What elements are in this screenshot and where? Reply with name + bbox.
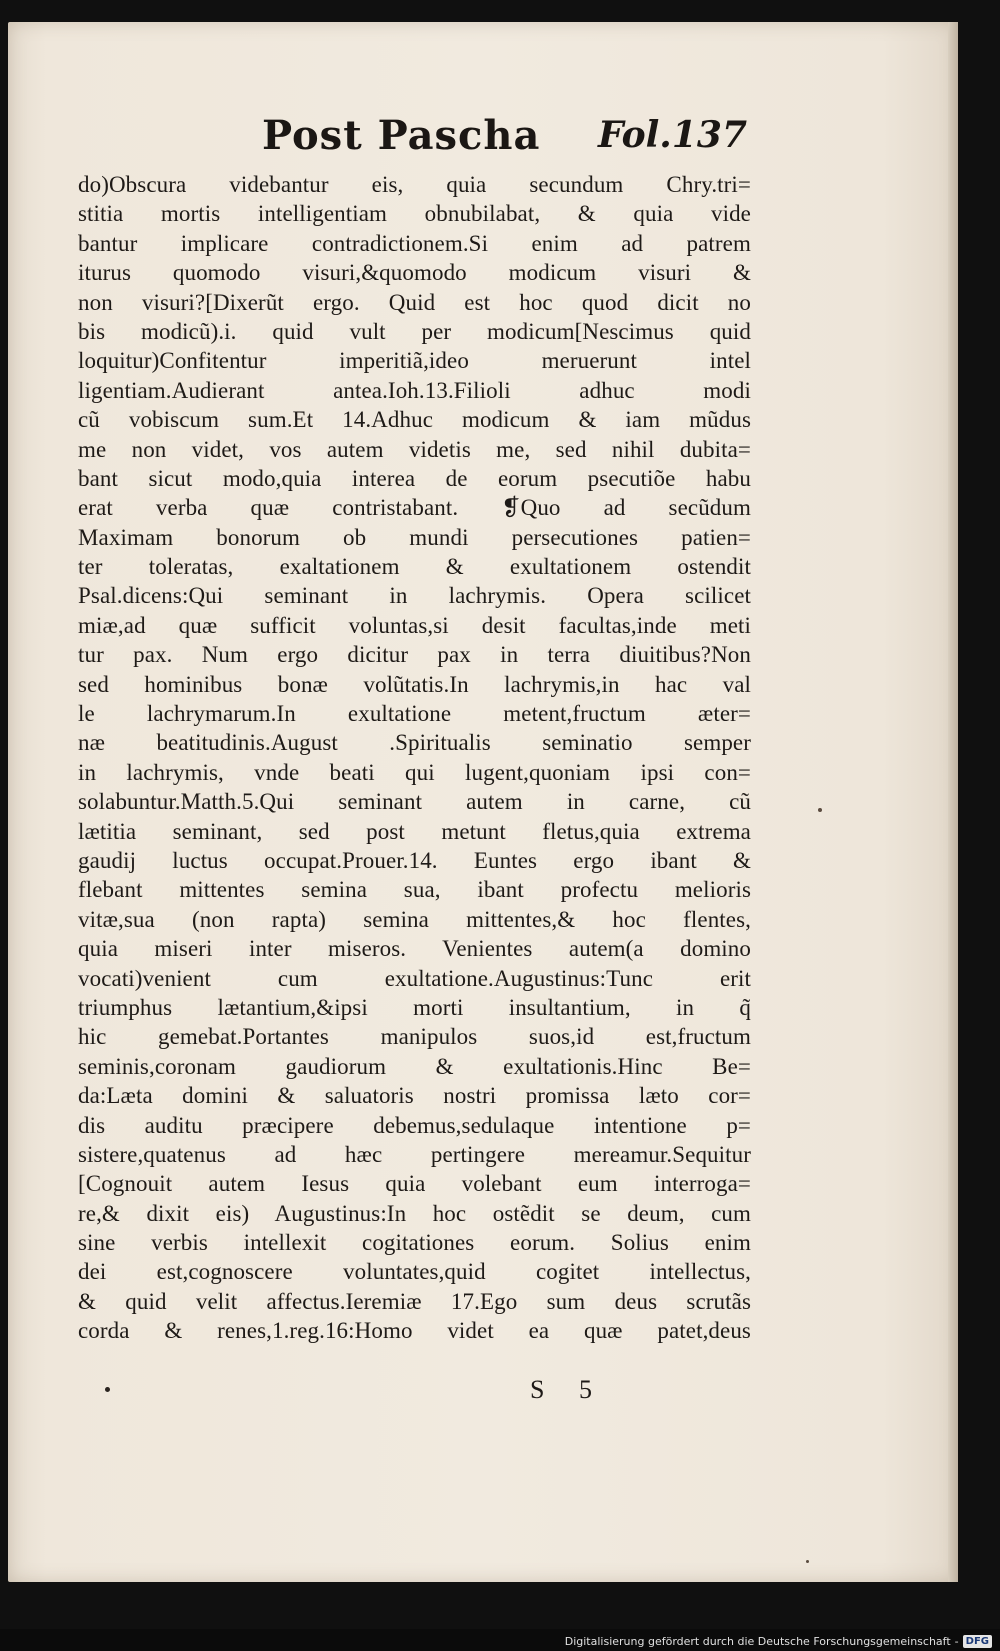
- text-line: stitia mortis intelligentiam obnubilabat, & quia vide: [78, 201, 751, 227]
- credit-text: Digitalisierung gefördert durch die Deutsche Forschungsgemeinschaft: [564, 1635, 951, 1648]
- text-line: non visuri?[Dixerũt ergo. Quid est hoc quod dicit no: [78, 289, 751, 315]
- text-line: iturus quomodo visuri,&quomodo modicum visuri &: [78, 260, 751, 286]
- text-line: sine verbis intellexit cogitationes eorum. Solius enim: [78, 1230, 751, 1256]
- text-line: flebant mittentes semina sua, ibant profectu melioris: [78, 877, 751, 903]
- text-line: loquitur)Confitentur imperitiã,ideo meruerunt intel: [78, 348, 751, 374]
- text-line: me non videt, vos autem videtis me, sed nihil dubita=: [78, 436, 751, 462]
- text-line: solabuntur.Matth.5.Qui seminant autem in carne, cũ: [78, 789, 751, 815]
- text-line: da:Læta domini & saluatoris nostri promissa læto cor=: [78, 1083, 751, 1109]
- text-line: sed hominibus bonæ volũtatis.In lachrymis,in hac val: [78, 671, 751, 697]
- text-line: dis auditu præcipere debemus,sedulaque intentione p=: [78, 1112, 751, 1138]
- folio-number: Fol.137: [598, 114, 747, 156]
- text-line: cũ vobiscum sum.Et 14.Adhuc modicum & iam mũdus: [78, 407, 751, 433]
- footer-bar: [0, 1629, 1000, 1651]
- text-line: le lachrymarum.In exultatione metent,fructum æter=: [78, 701, 751, 727]
- text-line: hic gemebat.Portantes manipulos suos,id est,fructum: [78, 1024, 751, 1050]
- text-line: dei est,cognoscere voluntates,quid cogitet intellectus,: [78, 1259, 751, 1285]
- text-line: seminis,coronam gaudiorum & exultationis.Hinc Be=: [78, 1053, 751, 1079]
- text-line: vocati)venient cum exultatione.Augustinus:Tunc erit: [78, 965, 751, 991]
- text-line: & quid velit affectus.Ieremiæ 17.Ego sum deus scrutãs: [78, 1288, 751, 1314]
- text-line: [Cognouit autem Iesus quia volebant eum interroga=: [78, 1171, 751, 1197]
- signature-mark: S 5: [530, 1375, 606, 1404]
- text-line: Psal.dicens:Qui seminant in lachrymis. Opera scilicet: [78, 583, 751, 609]
- speck: [818, 808, 822, 812]
- text-line: bis modicũ).i. quid vult per modicum[Nescimus quid: [78, 318, 751, 344]
- signature-row: [105, 1375, 705, 1415]
- text-line: erat verba quæ contristabant. ❡Quo ad secũdum: [78, 495, 751, 521]
- text-line: næ beatitudinis.August .Spiritualis seminatio semper: [78, 730, 751, 756]
- text-line: lætitia seminant, sed post metunt fletus,quia extrema: [78, 818, 751, 844]
- page-header: [262, 112, 747, 162]
- text-line: quia miseri inter miseros. Venientes autem(a domino: [78, 936, 751, 962]
- text-line: in lachrymis, vnde beati qui lugent,quoniam ipsi con=: [78, 759, 751, 785]
- text-line: ter toleratas, exaltationem & exultationem ostendit: [78, 554, 751, 580]
- text-line: ligentiam.Audierant antea.Ioh.13.Filioli adhuc modi: [78, 377, 751, 403]
- text-line: triumphus lætantium,&ipsi morti insultantium, in q̃: [78, 994, 751, 1020]
- text-line: vitæ,sua (non rapta) semina mittentes,& hoc flentes,: [78, 906, 751, 932]
- text-line: do)Obscura videbantur eis, quia secundum Chry.tri=: [78, 172, 751, 197]
- funding-credit: Digitalisierung gefördert durch die Deutsche Forschungsgemeinschaft - DFG: [565, 1635, 992, 1648]
- ink-dot: [105, 1387, 110, 1392]
- text-line: Maximam bonorum ob mundi persecutiones patien=: [78, 524, 751, 550]
- body-text: [78, 170, 751, 1346]
- text-line: tur pax. Num ergo dicitur pax in terra diuitibus?Non: [78, 642, 751, 668]
- speck: [806, 1560, 809, 1563]
- dfg-logo-icon: DFG: [963, 1635, 992, 1648]
- text-line: re,& dixit eis) Augustinus:In hoc ostẽdit se deum, cum: [78, 1200, 751, 1226]
- page-edge: [948, 22, 958, 1582]
- text-line: bant sicut modo,quia interea de eorum psecutiõe habu: [78, 465, 751, 491]
- text-line: corda & renes,1.reg.16:Homo videt ea quæ patet,deus: [78, 1318, 751, 1344]
- text-line: gaudij luctus occupat.Prouer.14. Euntes ergo ibant &: [78, 847, 751, 873]
- text-line: sistere,quatenus ad hæc pertingere mereamur.Sequitur: [78, 1141, 751, 1167]
- running-title: Post Pascha: [262, 112, 541, 159]
- text-line: miæ,ad quæ sufficit voluntas,si desit facultas,inde meti: [78, 612, 751, 638]
- text-line: bantur implicare contradictionem.Si enim ad patrem: [78, 230, 751, 256]
